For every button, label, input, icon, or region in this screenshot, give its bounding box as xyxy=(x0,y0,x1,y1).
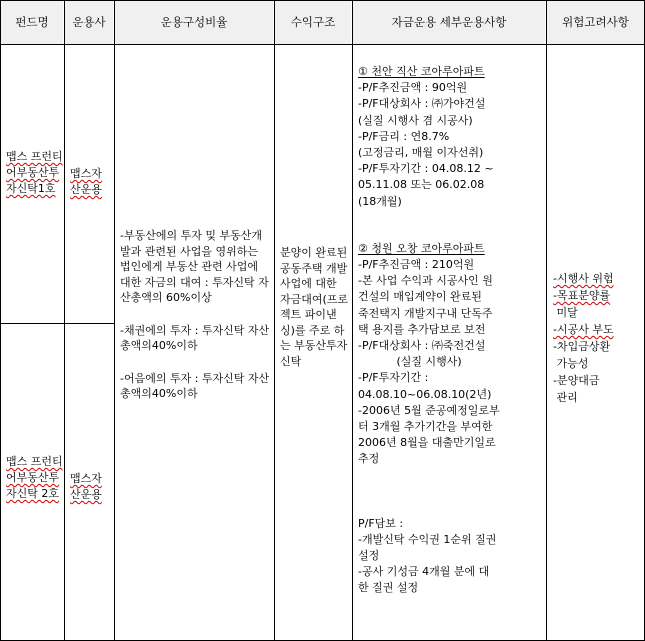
fund-name-2: 맵스 프런티어부동산투자신탁 2호 xyxy=(6,455,63,500)
project-1-line: -P/F추진금액 : 90억원 xyxy=(358,81,468,95)
composition-item-1: -부동산에의 투자 및 부동산개발과 관련된 사업을 영위하는 법인에게 부동산 관련 사업에 대한 자금의 대여 : 투자신탁 자산총액의 60%이상 xyxy=(120,229,269,304)
header-risks-text: 위험고려사항 xyxy=(562,15,629,29)
project-2-line: (실질 시행사) xyxy=(358,355,462,369)
header-details xyxy=(353,0,545,44)
project-2-line: 택 용지를 추가담보로 보전 xyxy=(358,322,486,336)
project-2-line: 2006년 8월을 대출만기일로 xyxy=(358,436,496,450)
project-2-title: ② 청원 오창 코아루아파트 xyxy=(358,241,485,255)
project-1-line: (18개월) xyxy=(358,194,402,208)
header-details-text: 자금운용 세부운용사항 xyxy=(391,15,507,29)
project-2-line: -P/F대상회사 : ㈜죽전건설 xyxy=(358,339,486,353)
project-2-line: 추정 xyxy=(358,452,380,466)
risk-item: 가능성 xyxy=(553,357,589,370)
header-composition-text: 운용구성비율 xyxy=(160,15,228,29)
project-1-line: (고정금리, 매월 이자선취) xyxy=(358,146,484,160)
border-header-bottom xyxy=(0,44,645,45)
border-fund-row-split xyxy=(0,323,114,324)
project-1-line: (실질 시행사 겸 시공사) xyxy=(358,113,473,127)
details-block xyxy=(358,64,543,597)
border-col-4 xyxy=(352,0,353,641)
fund-name-1: 맵스 프런티어부동산투자신탁1호 xyxy=(6,150,63,195)
risk-item: -차입금상환 xyxy=(553,340,611,353)
composition-item-3: -어음에의 투자 : 투자신탁 자산총액의40%이하 xyxy=(120,371,270,400)
project-2-line: 건설의 매입계약이 완료된 xyxy=(358,290,482,304)
fund-manager-2: 맵스자산운용 xyxy=(70,472,102,501)
header-manager xyxy=(65,0,113,44)
composition-list xyxy=(120,228,270,419)
project-1-title: ① 천안 직산 코아루아파트 xyxy=(358,65,485,78)
project-2-line: 터 3개월 추가기간을 부여한 xyxy=(358,420,493,434)
collateral-title: P/F담보 : xyxy=(358,516,404,530)
project-2-line: 죽전택지 개발지구내 단독주 xyxy=(358,306,493,320)
header-fund-name-text: 펀드명 xyxy=(15,15,49,29)
project-1-line: -P/F대상회사 : ㈜가야건설 xyxy=(358,97,486,111)
project-2-line: 04.08.10~06.08.10(2년) xyxy=(358,387,492,401)
project-1-line: 05.11.08 또는 06.02.08 xyxy=(358,178,485,192)
risk-item: -시공사 부도 xyxy=(553,323,614,336)
header-fund-name xyxy=(1,0,63,44)
border-top xyxy=(0,0,645,1)
risk-item: -분양대금 xyxy=(553,374,600,387)
header-composition xyxy=(115,0,273,44)
border-left xyxy=(0,0,1,641)
composition-item-2: -채권에의 투자 : 투자신탁 자산총액의40%이하 xyxy=(120,323,270,352)
project-1-line: -P/F금리 : 연8.7% xyxy=(358,129,450,143)
risk-item: 미달 xyxy=(553,306,578,319)
collateral-line: -공사 기성금 4개월 분에 대 xyxy=(358,565,490,579)
header-structure-text: 수익구조 xyxy=(290,15,336,29)
collateral-line: 설정 xyxy=(358,549,380,563)
project-2-line: -본 사업 수익과 시공사인 원 xyxy=(358,274,493,288)
risk-list xyxy=(553,270,643,406)
collateral-line: -개발신탁 수익권 1순위 질권 xyxy=(358,532,497,546)
border-col-1 xyxy=(64,0,65,641)
border-col-5 xyxy=(546,0,547,641)
risk-item: -시행사 위험 xyxy=(553,272,614,285)
project-1-line: -P/F투자기간 : 04.08.12 ~ xyxy=(358,162,494,176)
project-2-line: -2006년 5월 준공예정일로부 xyxy=(358,403,500,417)
fund-manager-1: 맵스자산운용 xyxy=(70,167,102,196)
collateral-line: 한 질권 설정 xyxy=(358,581,419,595)
project-2-line: -P/F투자기간 : xyxy=(358,371,429,385)
border-col-2 xyxy=(114,0,115,641)
revenue-structure: 분양이 완료된 공동주택 개발사업에 대한 자금대여(프로젝트 파이낸싱)를 주로 하는 부동산투자신탁 xyxy=(280,246,349,368)
border-col-3 xyxy=(274,0,275,641)
project-2-line: -P/F추진금액 : 210억원 xyxy=(358,258,475,272)
header-risks xyxy=(547,0,644,44)
risk-item: 관리 xyxy=(553,391,578,404)
header-manager-text: 운용사 xyxy=(72,15,106,29)
header-structure xyxy=(275,0,351,44)
risk-item: -목표분양률 xyxy=(553,289,611,302)
